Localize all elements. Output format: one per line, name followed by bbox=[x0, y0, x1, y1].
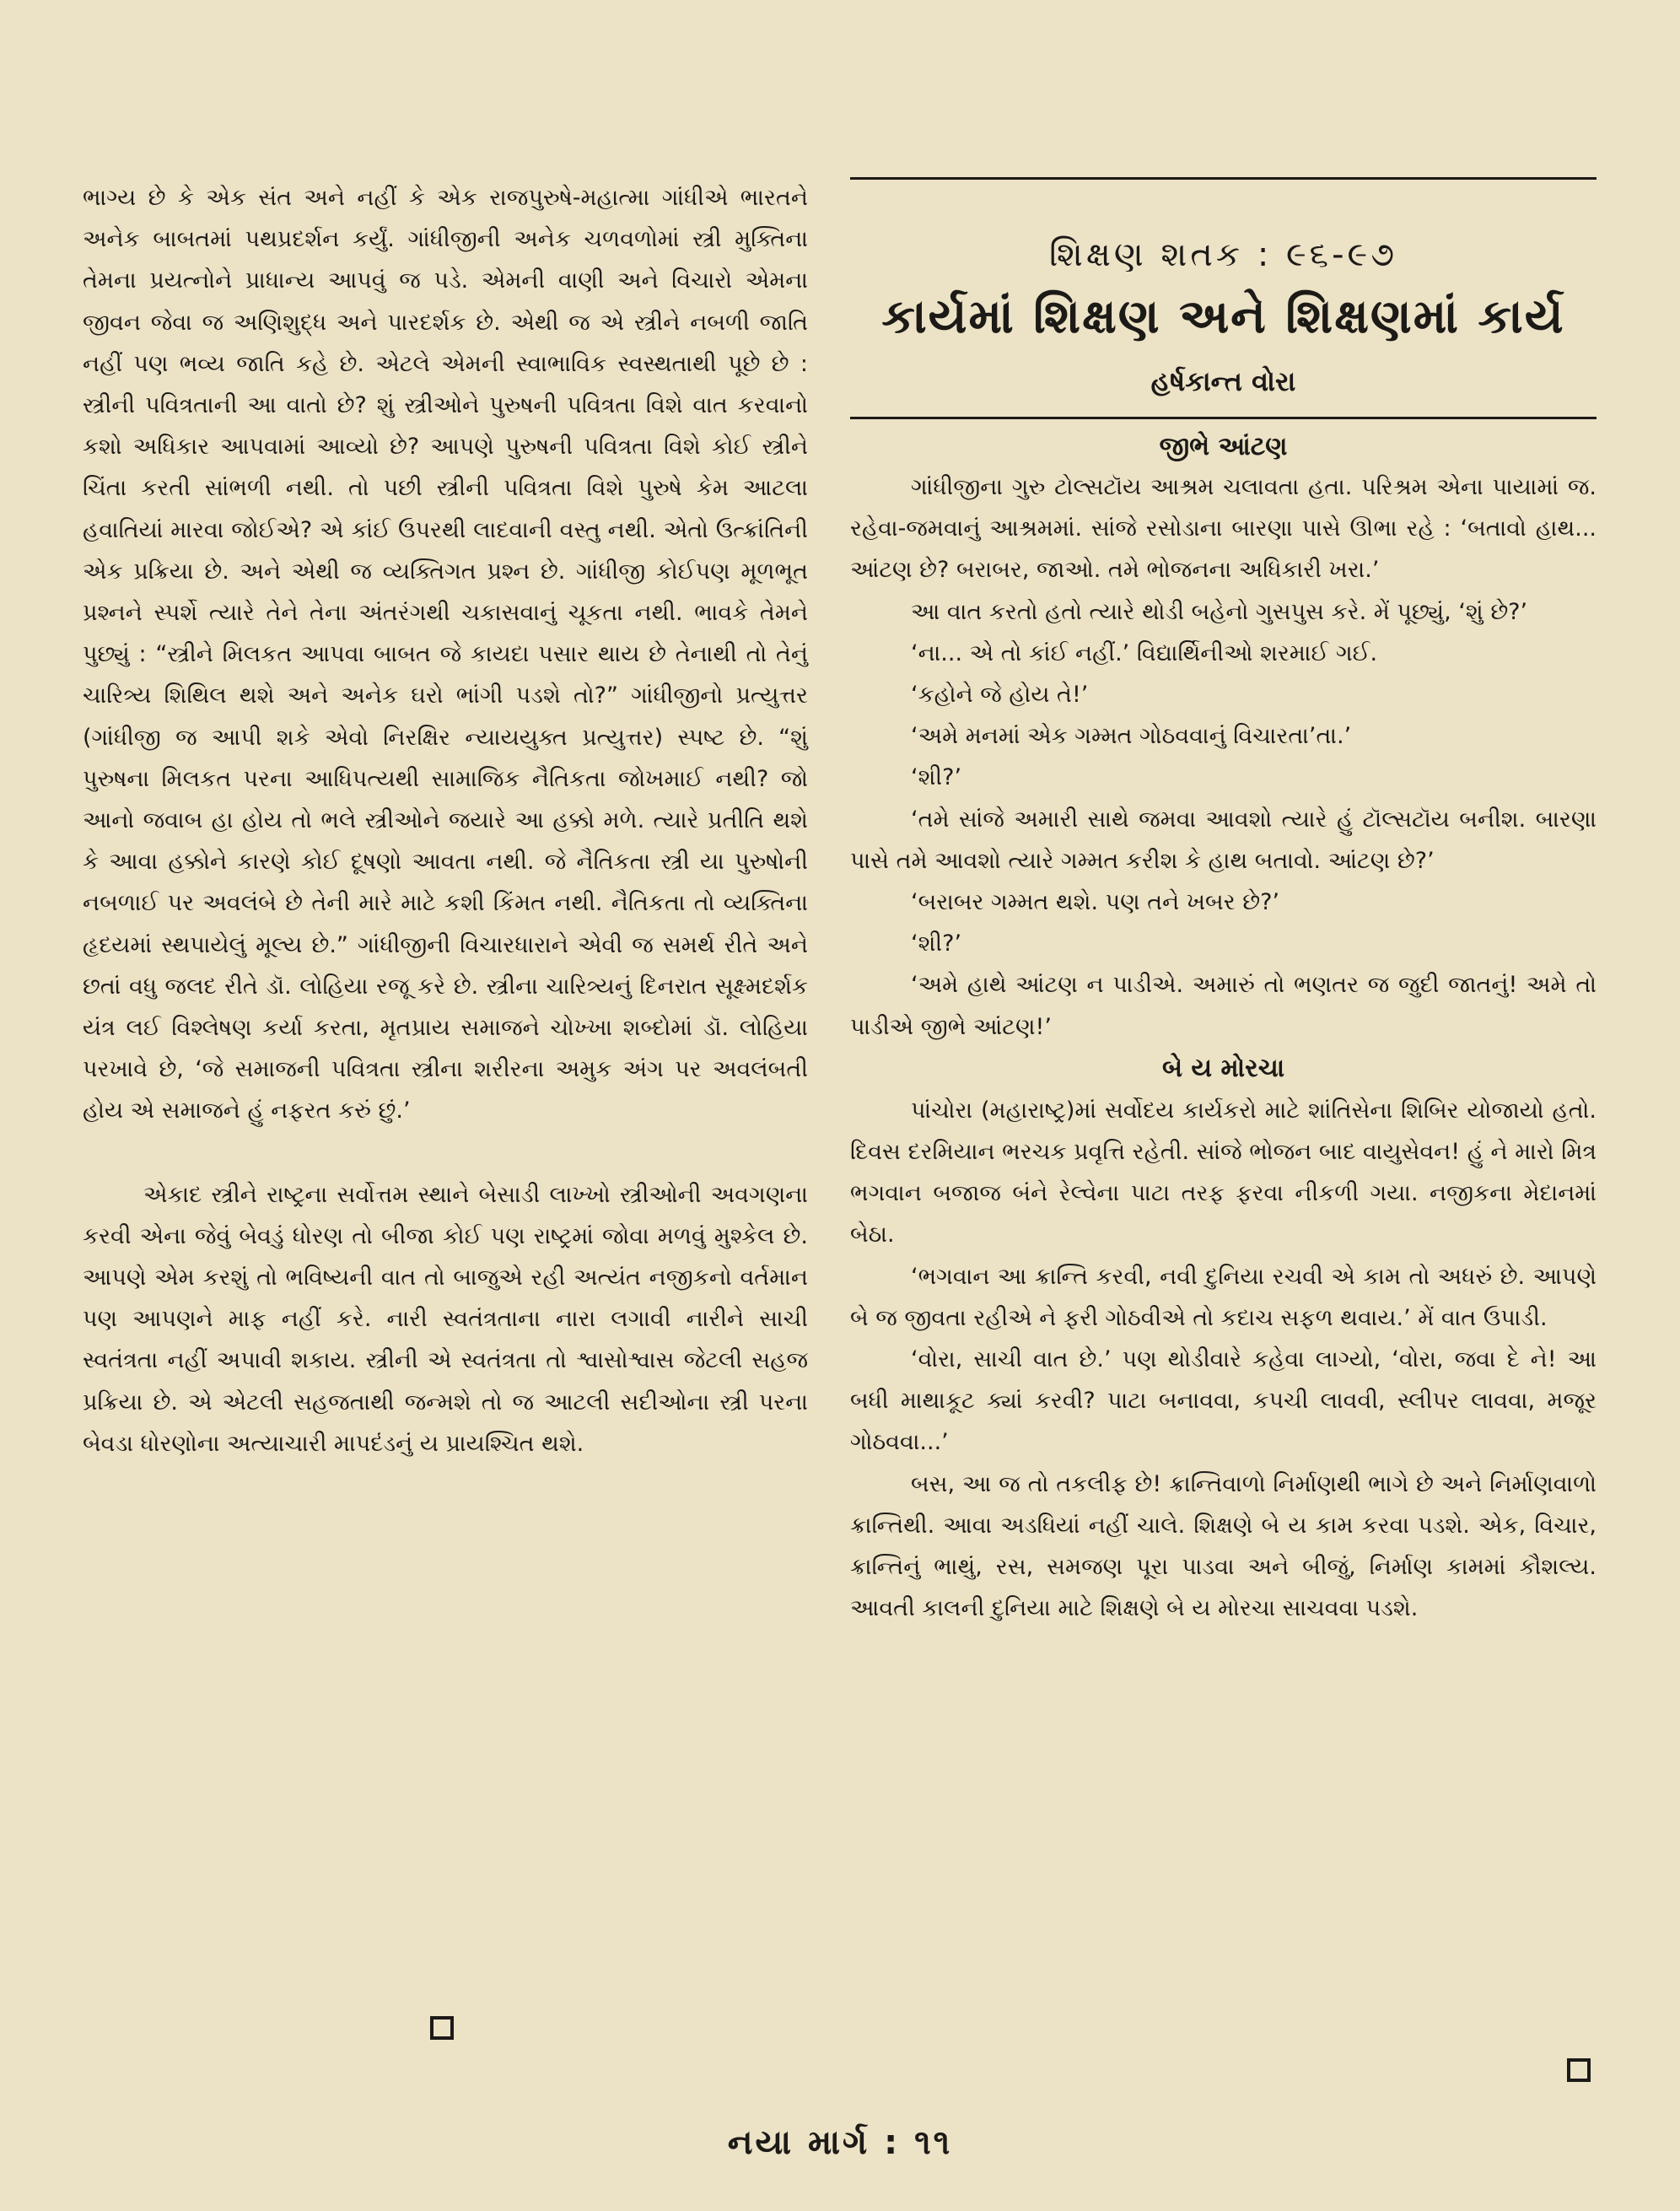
top-rule bbox=[850, 177, 1597, 180]
article-column bbox=[850, 177, 1597, 1629]
article-paragraph: ‘વોરા, સાચી વાત છે.’ પણ થોડીવારે કહેવા લાગ્યો, ‘વોરા, જવા દે ને! આ બધી માથાકૂટ ક્યાં કરવી? પાટા બનાવવા, કપચી લાવવી, સ્લીપર લાવવા, મજૂર ગોઠવવા...’ bbox=[850, 1346, 1597, 1456]
article-paragraph: બસ, આ જ તો તકલીફ છે! ક્રાન્તિવાળો નિર્માણથી ભાગે છે અને નિર્માણવાળો ક્રાન્તિથી. આવા અડધિયાં નહીં ચાલે. શિક્ષણે બે ય કામ કરવા પડશે. એક, વિચાર, ક્રાન્તિનું ભાથું, રસ, સમજણ પૂરા પાડવા અને બીજું, નિર્માણ કામમાં કૌશલ્ય. આવતી કાલની દુનિયા માટે શિક્ષણે બે ય મોરચા સાચવવા પડશે. bbox=[850, 1470, 1597, 1622]
series-heading: શિક્ષણ શતક : ૯૬-૯૭ bbox=[1048, 235, 1397, 274]
article-paragraph: ‘અમે હાથે આંટણ ન પાડીએ. અમારું તો ભણતર જ જુદી જાતનું! અમે તો પાડીએ જીભે આંટણ!’ bbox=[850, 972, 1597, 1040]
article-paragraph: ‘ના... એ તો કાંઈ નહીં.’ વિદ્યાર્થિનીઓ શરમાઈ ગઈ. bbox=[911, 639, 1378, 666]
left-paragraph: એકાદ સ્ત્રીને રાષ્ટ્રના સર્વોત્તમ સ્થાને બેસાડી લાખ્ખો સ્ત્રીઓની અવગણના કરવી એના જેવું બેવડું ધોરણ તો બીજા કોઈ પણ રાષ્ટ્રમાં જોવા મળવું મુશ્કેલ છે. આપણે એમ કરશું તો ભવિષ્યની વાત તો બાજુએ રહી અત્યંત નજીકનો વર્તમાન પણ આપણને માફ નહીં કરે. નારી સ્વતંત્રતાના નારા લગાવી નારીને સાચી સ્વતંત્રતા નહીં અપાવી શકાય. સ્ત્રીની એ સ્વતંત્રતા તો શ્વાસોશ્વાસ જેટલી સહજ પ્રક્રિયા છે. એ એટલી સહજતાથી જન્મશે તો જ આટલી સદીઓના સ્ત્રી પરના બેવડા ધોરણોના અત્યાચારી માપદંડનું ય પ્રાયશ્ચિત થશે. bbox=[83, 1181, 808, 1457]
article-paragraph: આ વાત કરતો હતો ત્યારે થોડી બહેનો ગુસપુસ કરે. મેં પૂછ્યું, ‘શું છે?’ bbox=[911, 598, 1528, 625]
article-paragraph: ‘કહોને જે હોય તે!’ bbox=[911, 682, 1089, 709]
left-paragraph: ભાગ્ય છે કે એક સંત અને નહીં કે એક રાજપુરુષે-મહાત્મા ગાંધીએ ભારતને અનેક બાબતમાં પથપ્રદર્શન કર્યું. ગાંધીજીની અનેક ચળવળોમાં સ્ત્રી મુક્તિના તેમના પ્રયત્નોને પ્રાધાન્ય આપવું જ પડે. એમની વાણી અને વિચારો એમના જીવન જેવા જ અણિશુદ્ધ અને પારદર્શક છે. એથી જ એ સ્ત્રીને નબળી જાતિ નહીં પણ ભવ્ય જાતિ કહે છે. એટલે એમની સ્વાભાવિક સ્વસ્થતાથી પૂછે છે : સ્ત્રીની પવિત્રતાની આ વાતો છે? શું સ્ત્રીઓને પુરુષની પવિત્રતા વિશે વાત કરવાનો કશો અધિકાર આપવામાં આવ્યો છે? આપણે પુરુષની પવિત્રતા વિશે કોઈ સ્ત્રીને ચિંતા કરતી સાંભળી નથી. તો પછી સ્ત્રીની પવિત્રતા વિશે પુરુષે કેમ આટલા હવાતિયાં મારવા જોઈએ? એ કાંઈ ઉપરથી લાદવાની વસ્તુ નથી. એતો ઉત્ક્રાંતિની એક પ્રક્રિયા છે. અને એથી જ વ્યક્તિગત પ્રશ્ન છે. ગાંધીજી કોઈપણ મૂળભૂત પ્રશ્નને સ્પર્શે ત્યારે તેને તેના અંતરંગથી ચકાસવાનું ચૂકતા નથી. ભાવકે તેમને પુછ્યું : “સ્ત્રીને મિલકત આપવા બાબત જે કાયદા પસાર થાય છે તેનાથી તો તેનું ચારિત્ર્ય શિથિલ થશે અને અનેક ઘરો ભાંગી પડશે તો?” ગાંધીજીનો પ્રત્યુત્તર (ગાંધીજી જ આપી શકે એવો નિરક્ષિર ન્યાયયુક્ત પ્રત્યુત્તર) સ્પષ્ટ છે. “શું પુરુષના મિલકત પરના આધિપત્યથી સામાજિક નૈતિકતા જોખમાઈ નથી? જો આનો જવાબ હા હોય તો ભલે સ્ત્રીઓને જયારે આ હક્કો મળે. ત્યારે પ્રતીતિ થશે કે આવા હક્કોને કારણે કોઈ દૂષણો આવતા નથી. જે નૈતિકતા સ્ત્રી યા પુરુષોની નબળાઈ પર અવલંબે છે તેની મારે માટે કશી કિંમત નથી. નૈતિકતા તો વ્યક્તિના હૃદયમાં સ્થપાયેલું મૂલ્ય છે.” ગાંધીજીની વિચારધારાને એવી જ સમર્થ રીતે અને છતાં વધુ જલદ રીતે ડૉ. લોહિયા રજૂ કરે છે. સ્ત્રીના ચારિત્ર્યનું દિનરાત સૂક્ષ્મદર્શક યંત્ર લઈ વિશ્લેષણ કર્યા કરતા, મૃતપ્રાય સમાજને ચોખ્ખા શબ્દોમાં ડૉ. લોહિયા પરખાવે છે, ‘જે સમાજની પવિત્રતા સ્ત્રીના શરીરના અમુક અંગ પર અવલંબતી હોય એ સમાજને હું નફરત કરું છું.’ bbox=[83, 185, 808, 1124]
end-mark-icon bbox=[430, 2016, 454, 2040]
article-paragraph: ‘બરાબર ગમ્મત થશે. પણ તને ખબર છે?’ bbox=[911, 889, 1280, 916]
article-paragraph: ‘શી?’ bbox=[911, 764, 962, 791]
article-paragraph: ‘ભગવાન આ ક્રાન્તિ કરવી, નવી દુનિયા રચવી એ કામ તો અધરું છે. આપણે બે જ જીવતા રહીએ ને ફરી ગોઠવીએ તો કદાચ સફળ થવાય.’ મેં વાત ઉપાડી. bbox=[850, 1263, 1597, 1331]
article-paragraph: ‘અમે મનમાં એક ગમ્મત ગોઠવવાનું વિચારતા’તા.’ bbox=[911, 723, 1352, 750]
article-title: કાર્યમાં શિક્ષણ અને શિક્ષણમાં કાર્ય bbox=[881, 289, 1565, 344]
section-heading: બે ય મોરચા bbox=[1161, 1053, 1285, 1083]
left-column bbox=[83, 177, 808, 1464]
page-footer: નયા માર્ગ : ૧૧ bbox=[727, 2123, 953, 2162]
article-paragraph: પાંચોરા (મહારાષ્ટ્ર)માં સર્વોદય કાર્યકરો માટે શાંતિસેના શિબિર યોજાયો હતો. દિવસ દરમિયાન ભરચક પ્રવૃત્તિ રહેતી. સાંજે ભોજન બાદ વાયુસેવન! હું ને મારો મિત્ર ભગવાન બજાજ બંને રેલ્વેના પાટા તરફ ફરવા નીકળી ગયા. નજીકના મેદાનમાં બેઠા. bbox=[850, 1097, 1597, 1248]
article-paragraph: ‘શી?’ bbox=[911, 930, 962, 957]
title-rule bbox=[850, 417, 1597, 419]
article-paragraph: ‘તમે સાંજે અમારી સાથે જમવા આવશો ત્યારે હું ટૉલ્સટૉય બનીશ. બારણા પાસે તમે આવશો ત્યારે ગમ્મત કરીશ કે હાથ બતાવો. આંટણ છે?’ bbox=[850, 806, 1597, 874]
end-mark-icon bbox=[1567, 2058, 1591, 2082]
article-paragraph: ગાંધીજીના ગુરુ ટોલ્સટૉય આશ્રમ ચલાવતા હતા. પરિશ્રમ એના પાયામાં જ. રહેવા-જમવાનું આશ્રમમાં. સાંજે રસોડાના બારણા પાસે ઊભા રહે : ‘બતાવો હાથ... આંટણ છે? બરાબર, જાઓ. તમે ભોજનના અધિકારી ખરા.’ bbox=[850, 474, 1597, 584]
article-author: હર્ષકાન્ત વોરા bbox=[1150, 365, 1296, 397]
section-heading: જીભે આંટણ bbox=[1159, 432, 1288, 461]
